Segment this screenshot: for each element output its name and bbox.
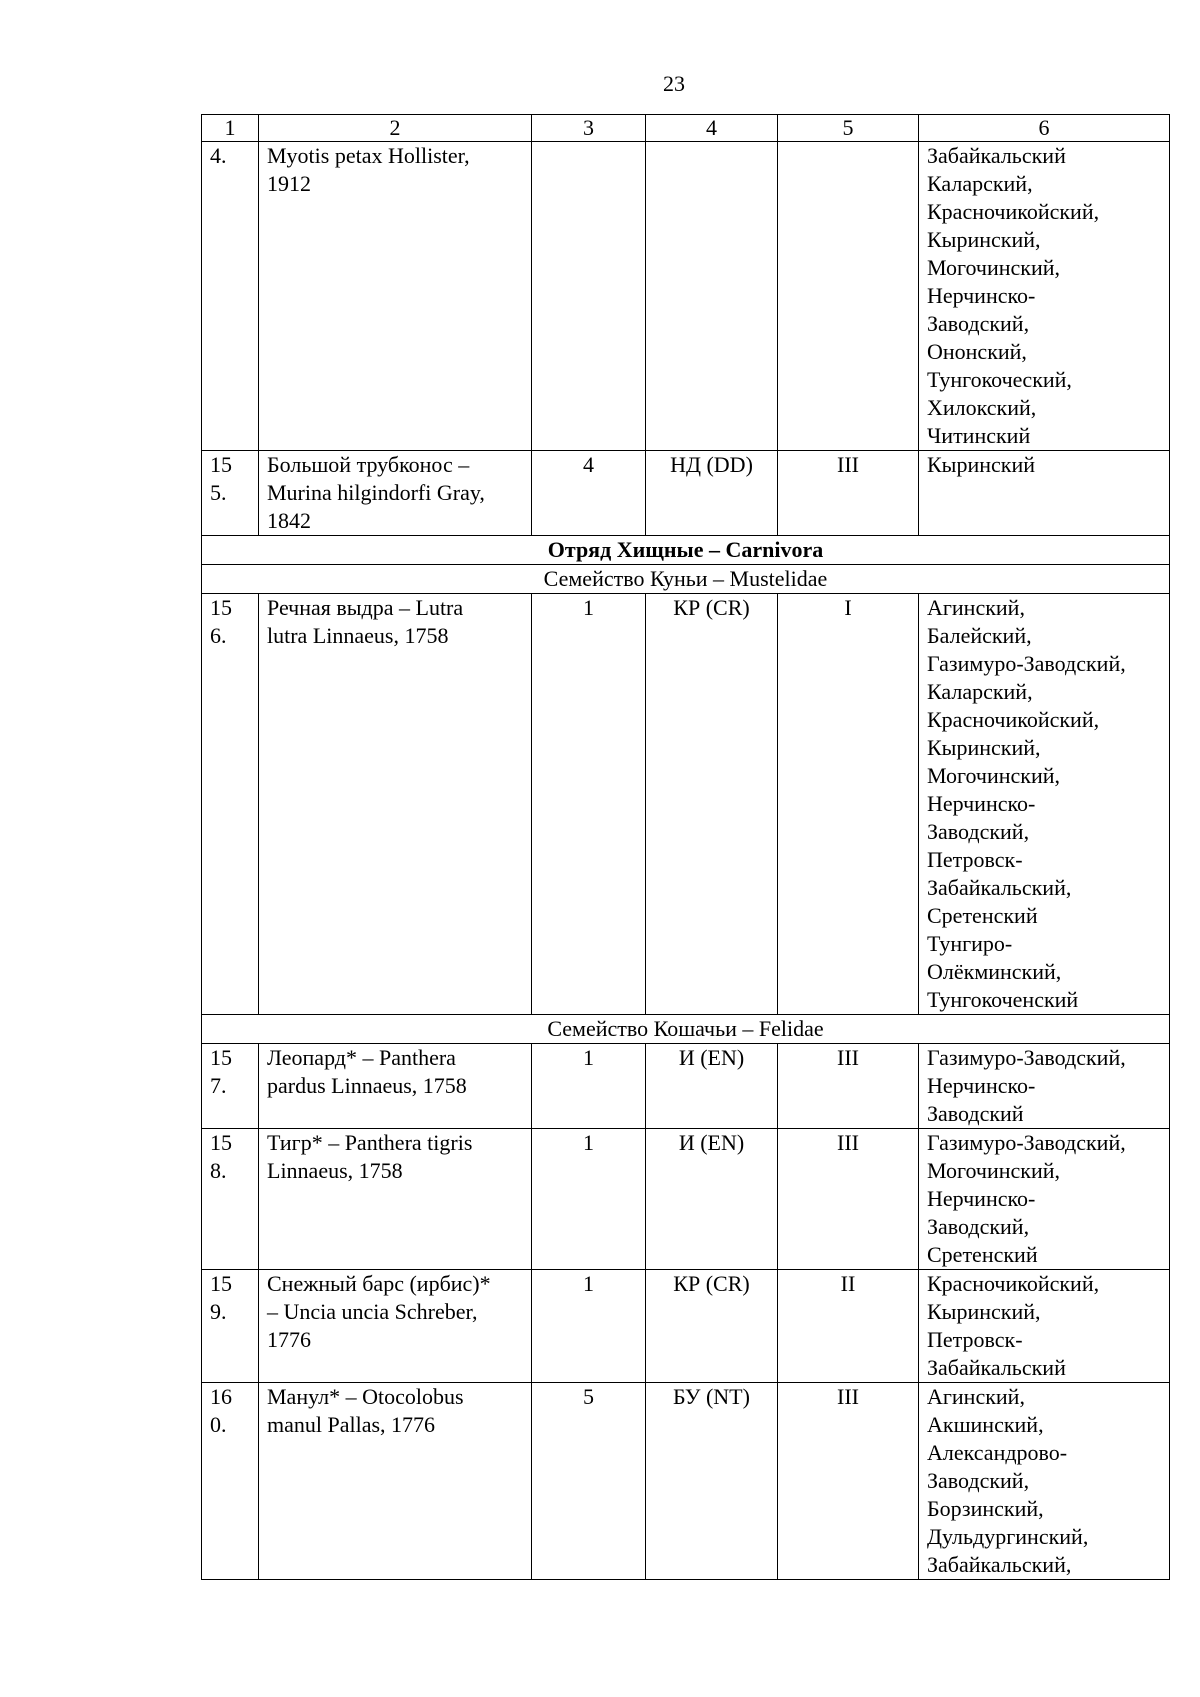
species-row <box>202 142 1170 451</box>
priority-level: III <box>778 1383 919 1580</box>
districts-list-line: Кыринский, <box>927 227 1041 252</box>
districts-list-line: Каларский, <box>927 679 1033 704</box>
species-number-line: 9. <box>210 1299 227 1324</box>
districts-list-line: Акшинский, <box>927 1412 1044 1437</box>
districts-list-line: Забайкальский <box>927 1355 1066 1380</box>
districts-list-line: Каларский, <box>927 171 1033 196</box>
species-name-line: manul Pallas, 1776 <box>267 1412 436 1437</box>
districts-list-line: Нерчинско- <box>927 791 1036 816</box>
species-number-line: 6. <box>210 623 227 648</box>
column-header: 5 <box>778 115 919 142</box>
districts-list <box>919 594 1170 1015</box>
districts-list <box>919 1383 1170 1580</box>
districts-list-line: Агинский, <box>927 1384 1025 1409</box>
districts-list <box>919 451 1170 536</box>
species-number-line: 15 <box>210 1045 232 1070</box>
rarity-category: 1 <box>532 1129 646 1270</box>
districts-list-line: Могочинский, <box>927 1158 1061 1183</box>
species-name <box>259 451 532 536</box>
page-number: 23 <box>663 71 685 96</box>
column-header: 1 <box>202 115 259 142</box>
districts-list-line: Кыринский, <box>927 1299 1041 1324</box>
districts-list-line: Газимуро-Заводский, <box>927 1045 1126 1070</box>
priority-level: I <box>778 594 919 1015</box>
species-name-line: pardus Linnaeus, 1758 <box>267 1073 467 1098</box>
districts-list-line: Забайкальский <box>927 143 1066 168</box>
status-category: КР (CR) <box>646 1270 778 1383</box>
districts-list-line: Тунгиро- <box>927 931 1013 956</box>
family-row <box>202 565 1170 594</box>
rarity-category: 1 <box>532 1270 646 1383</box>
districts-list-line: Газимуро-Заводский, <box>927 651 1126 676</box>
species-name-line: Linnaeus, 1758 <box>267 1158 403 1183</box>
table-header-row <box>202 115 1170 142</box>
order-heading: Отряд Хищные – Carnivora <box>202 536 1170 565</box>
status-category: И (EN) <box>646 1129 778 1270</box>
districts-list-line: Александрово- <box>927 1440 1068 1465</box>
species-name-line: Леопард* – Panthera <box>267 1045 456 1070</box>
status-category: БУ (NT) <box>646 1383 778 1580</box>
species-number-line: 15 <box>210 1130 232 1155</box>
species-number <box>202 142 259 451</box>
rarity-category: 5 <box>532 1383 646 1580</box>
species-number <box>202 1044 259 1129</box>
districts-list-line: Газимуро-Заводский, <box>927 1130 1126 1155</box>
rarity-category: 1 <box>532 594 646 1015</box>
species-name-line: Тигр* – Panthera tigris <box>267 1130 473 1155</box>
species-number-line: 4. <box>210 143 227 168</box>
column-header: 3 <box>532 115 646 142</box>
districts-list-line: Могочинский, <box>927 763 1061 788</box>
species-name-line: Манул* – Otocolobus <box>267 1384 464 1409</box>
districts-list-line: Заводский, <box>927 311 1030 336</box>
status-category: КР (CR) <box>646 594 778 1015</box>
species-name-line: Большой трубконос – <box>267 452 470 477</box>
districts-list-line: Красночикойский, <box>927 707 1100 732</box>
districts-list <box>919 1044 1170 1129</box>
districts-list <box>919 1129 1170 1270</box>
species-name-line: Myotis petax Hollister, <box>267 143 470 168</box>
species-row <box>202 1044 1170 1129</box>
districts-list-line: Нерчинско- <box>927 1073 1036 1098</box>
priority-level: III <box>778 451 919 536</box>
districts-list-line: Дульдургинский, <box>927 1524 1089 1549</box>
species-number-line: 5. <box>210 480 227 505</box>
districts-list-line: Балейский, <box>927 623 1032 648</box>
species-name <box>259 594 532 1015</box>
priority-level: III <box>778 1044 919 1129</box>
species-name <box>259 142 532 451</box>
districts-list-line: Могочинский, <box>927 255 1061 280</box>
districts-list-line: Тунгокоченский <box>927 987 1079 1012</box>
species-number-line: 15 <box>210 452 232 477</box>
status-category: И (EN) <box>646 1044 778 1129</box>
status-category <box>646 142 778 451</box>
species-name-line: – Uncia uncia Schreber, <box>267 1299 478 1324</box>
districts-list-line: Заводский, <box>927 1214 1030 1239</box>
districts-list-line: Петровск- <box>927 1327 1023 1352</box>
species-row <box>202 1270 1170 1383</box>
districts-list <box>919 142 1170 451</box>
species-number-line: 15 <box>210 595 232 620</box>
districts-list-line: Красночикойский, <box>927 1271 1100 1296</box>
table-body <box>202 115 1170 1580</box>
rarity-category: 4 <box>532 451 646 536</box>
species-row <box>202 1383 1170 1580</box>
species-number-line: 15 <box>210 1271 232 1296</box>
districts-list-line: Заводский, <box>927 819 1030 844</box>
species-row <box>202 594 1170 1015</box>
status-category: НД (DD) <box>646 451 778 536</box>
species-number <box>202 451 259 536</box>
districts-list-line: Борзинский, <box>927 1496 1044 1521</box>
column-header: 4 <box>646 115 778 142</box>
species-number-line: 16 <box>210 1384 232 1409</box>
species-name-line: Снежный барс (ирбис)* <box>267 1271 491 1296</box>
red-book-table <box>201 114 1170 1580</box>
districts-list-line: Кыринский, <box>927 735 1041 760</box>
species-name-line: Речная выдра – Lutra <box>267 595 464 620</box>
rarity-category: 1 <box>532 1044 646 1129</box>
districts-list-line: Заводский, <box>927 1468 1030 1493</box>
species-name-line: lutra Linnaeus, 1758 <box>267 623 449 648</box>
family-heading: Семейство Кошачьи – Felidae <box>202 1015 1170 1044</box>
column-header: 2 <box>259 115 532 142</box>
districts-list-line: Читинский <box>927 423 1031 448</box>
species-name-line: 1776 <box>267 1327 311 1352</box>
districts-list-line: Тунгокочеcкий, <box>927 367 1072 392</box>
priority-level <box>778 142 919 451</box>
species-number <box>202 594 259 1015</box>
districts-list-line: Петровск- <box>927 847 1023 872</box>
priority-level: III <box>778 1129 919 1270</box>
species-number <box>202 1383 259 1580</box>
species-row <box>202 1129 1170 1270</box>
column-header: 6 <box>919 115 1170 142</box>
family-heading: Семейство Куньи – Mustelidae <box>202 565 1170 594</box>
districts-list-line: Заводский <box>927 1101 1024 1126</box>
districts-list-line: Забайкальский, <box>927 1552 1072 1577</box>
species-number-line: 7. <box>210 1073 227 1098</box>
species-name <box>259 1044 532 1129</box>
districts-list-line: Хилокский, <box>927 395 1037 420</box>
species-number-line: 0. <box>210 1412 227 1437</box>
priority-level: II <box>778 1270 919 1383</box>
species-name <box>259 1270 532 1383</box>
species-name-line: 1842 <box>267 508 311 533</box>
districts-list <box>919 1270 1170 1383</box>
species-name-line: Murina hilgindorfi Gray, <box>267 480 485 505</box>
species-row <box>202 451 1170 536</box>
districts-list-line: Ононский, <box>927 339 1027 364</box>
family-row <box>202 1015 1170 1044</box>
districts-list-line: Агинский, <box>927 595 1025 620</box>
species-name-line: 1912 <box>267 171 311 196</box>
rarity-category <box>532 142 646 451</box>
districts-list-line: Забайкальский, <box>927 875 1072 900</box>
order-row <box>202 536 1170 565</box>
species-name <box>259 1129 532 1270</box>
species-name <box>259 1383 532 1580</box>
districts-list-line: Красночикойский, <box>927 199 1100 224</box>
species-number <box>202 1270 259 1383</box>
districts-list-line: Сретенский <box>927 903 1038 928</box>
species-number-line: 8. <box>210 1158 227 1183</box>
districts-list-line: Нерчинско- <box>927 1186 1036 1211</box>
districts-list-line: Сретенский <box>927 1242 1038 1267</box>
species-number <box>202 1129 259 1270</box>
districts-list-line: Олёкминский, <box>927 959 1062 984</box>
districts-list-line: Нерчинско- <box>927 283 1036 308</box>
districts-list-line: Кыринский <box>927 452 1036 477</box>
